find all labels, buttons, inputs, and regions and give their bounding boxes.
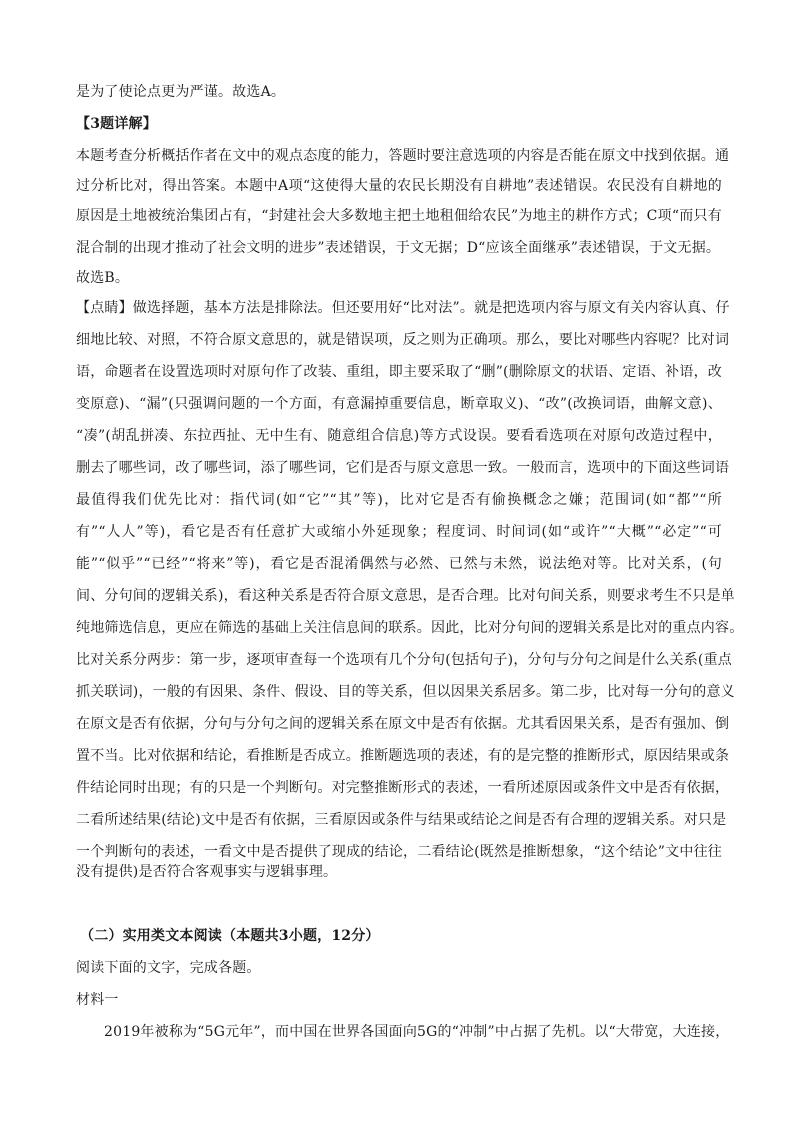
- text-line: 删去了哪些词，改了哪些词，添了哪些词，它们是否与原文意思一致。一般而言，选项中的下面这些词语: [76, 460, 730, 476]
- text-line: 过分析比对，得出答案。本题中A项“这使得大量的农民长期没有自耕地”表述错误。农民没有自耕地的: [76, 178, 722, 194]
- text-line: 二看所述结果(结论)文中是否有依据，三看原因或条件与结果或结论之间是否有合理的逻辑关系。对只是: [76, 812, 727, 828]
- text-line: 最值得我们优先比对：指代词(如“它”“其”等)，比对它是否有偷换概念之嫌；范围词(如“都”“所: [76, 492, 722, 508]
- text-line: 置不当。比对依据和结论，看推断是否成立。推断题选项的表述，有的是完整的推断形式，原因结果或条: [76, 748, 730, 764]
- material-paragraph-line: 2019年被称为“5G元年”，而中国在世界各国面向5G的“冲制”中占据了先机。以“大带宽，大连接，: [104, 1024, 730, 1040]
- text-line: 本题考查分析概括作者在文中的观点态度的能力，答题时要注意选项的内容是否能在原文中找到依据。通: [76, 148, 730, 164]
- text-line: 混合制的出现才推动了社会文明的进步”表述错误，于文无据；D“应该全面继承”表述错误，于文无据。: [76, 240, 721, 256]
- text-line: 件结论同时出现；有的只是一个判断句。对完整推断形式的表述，一看所述原因或条件文中是否有依据，: [76, 780, 730, 796]
- question-3-detail-heading: 【3题详解】: [76, 116, 157, 132]
- text-line: 一个判断句的表述，一看文中是否提供了现成的结论，二看结论(既然是推断想象，“这个结论”文中往往: [76, 844, 722, 860]
- text-line: 抓关联词)，一般的有因果、条件、假设、目的等关系，但以因果关系居多。第二步，比对每一分句的意义: [76, 684, 735, 700]
- text-line: 原因是土地被统治集团占有，“封建社会大多数地主把土地租佃给农民”为地主的耕作方式；C项“而只有: [76, 208, 722, 224]
- text-line: 能”“似乎”“已经”“将来”等)，看它是否混淆偶然与必然、已然与未然，说法绝对等。比对关系，(句: [76, 556, 722, 572]
- text-line: 在原文是否有依据，分句与分句之间的逻辑关系在原文中是否有依据。尤其看因果关系，是否有强加、倒: [76, 716, 730, 732]
- text-line: 细地比较、对照，不符合原文意思的，就是错误项，反之则为正确项。那么，要比对哪些内容呢？比对词: [76, 332, 730, 348]
- text-line: 纯地筛选信息，更应在筛选的基础上关注信息间的联系。因此，比对分句间的逻辑关系是比对的重点内容。: [76, 620, 744, 636]
- text-line: 没有提供)是否符合客观事实与逻辑事理。: [76, 864, 338, 880]
- material-label: 材料一: [76, 992, 119, 1008]
- text-line: 语，命题者在设置选项时对原句作了改装、重组，即主要采取了“删”(删除原文的状语、定语、补语，改: [76, 364, 722, 380]
- text-line: 间、分句间的逻辑关系)，看这种关系是否符合原文意思，是否合理。比对句间关系，则要求考生不只是单: [76, 588, 735, 604]
- text-line: 是为了使论点更为严谨。故选A。: [76, 84, 286, 100]
- text-line: “凑”(胡乱拼凑、东拉西扯、无中生有、随意组合信息)等方式设误。要看看选项在对原句改造过程中，: [76, 428, 722, 444]
- text-line: 有”“人人”等)，看它是否有任意扩大或缩小外延现象；程度词、时间词(如“或许”“大概”“必定”“可: [76, 524, 722, 540]
- text-line: 变原意)、“漏”(只强调问题的一个方面，有意漏掉重要信息，断章取义)、“改”(改换词语，曲解文意)、: [76, 396, 722, 412]
- instruction-text: 阅读下面的文字，完成各题。: [76, 960, 261, 976]
- text-line: 比对关系分两步：第一步，逐项审查每一个选项有几个分句(包括句子)，分句与分句之间是什么关系(重点: [76, 652, 732, 668]
- key-point-paragraph-start: 【点睛】做选择题，基本方法是排除法。但还要用好“比对法”。就是把选项内容与原文有关内容认真、仔: [76, 300, 730, 316]
- text-line: 故选B。: [76, 270, 130, 286]
- section-heading: （二）实用类文本阅读（本题共3小题，12分）: [80, 928, 380, 944]
